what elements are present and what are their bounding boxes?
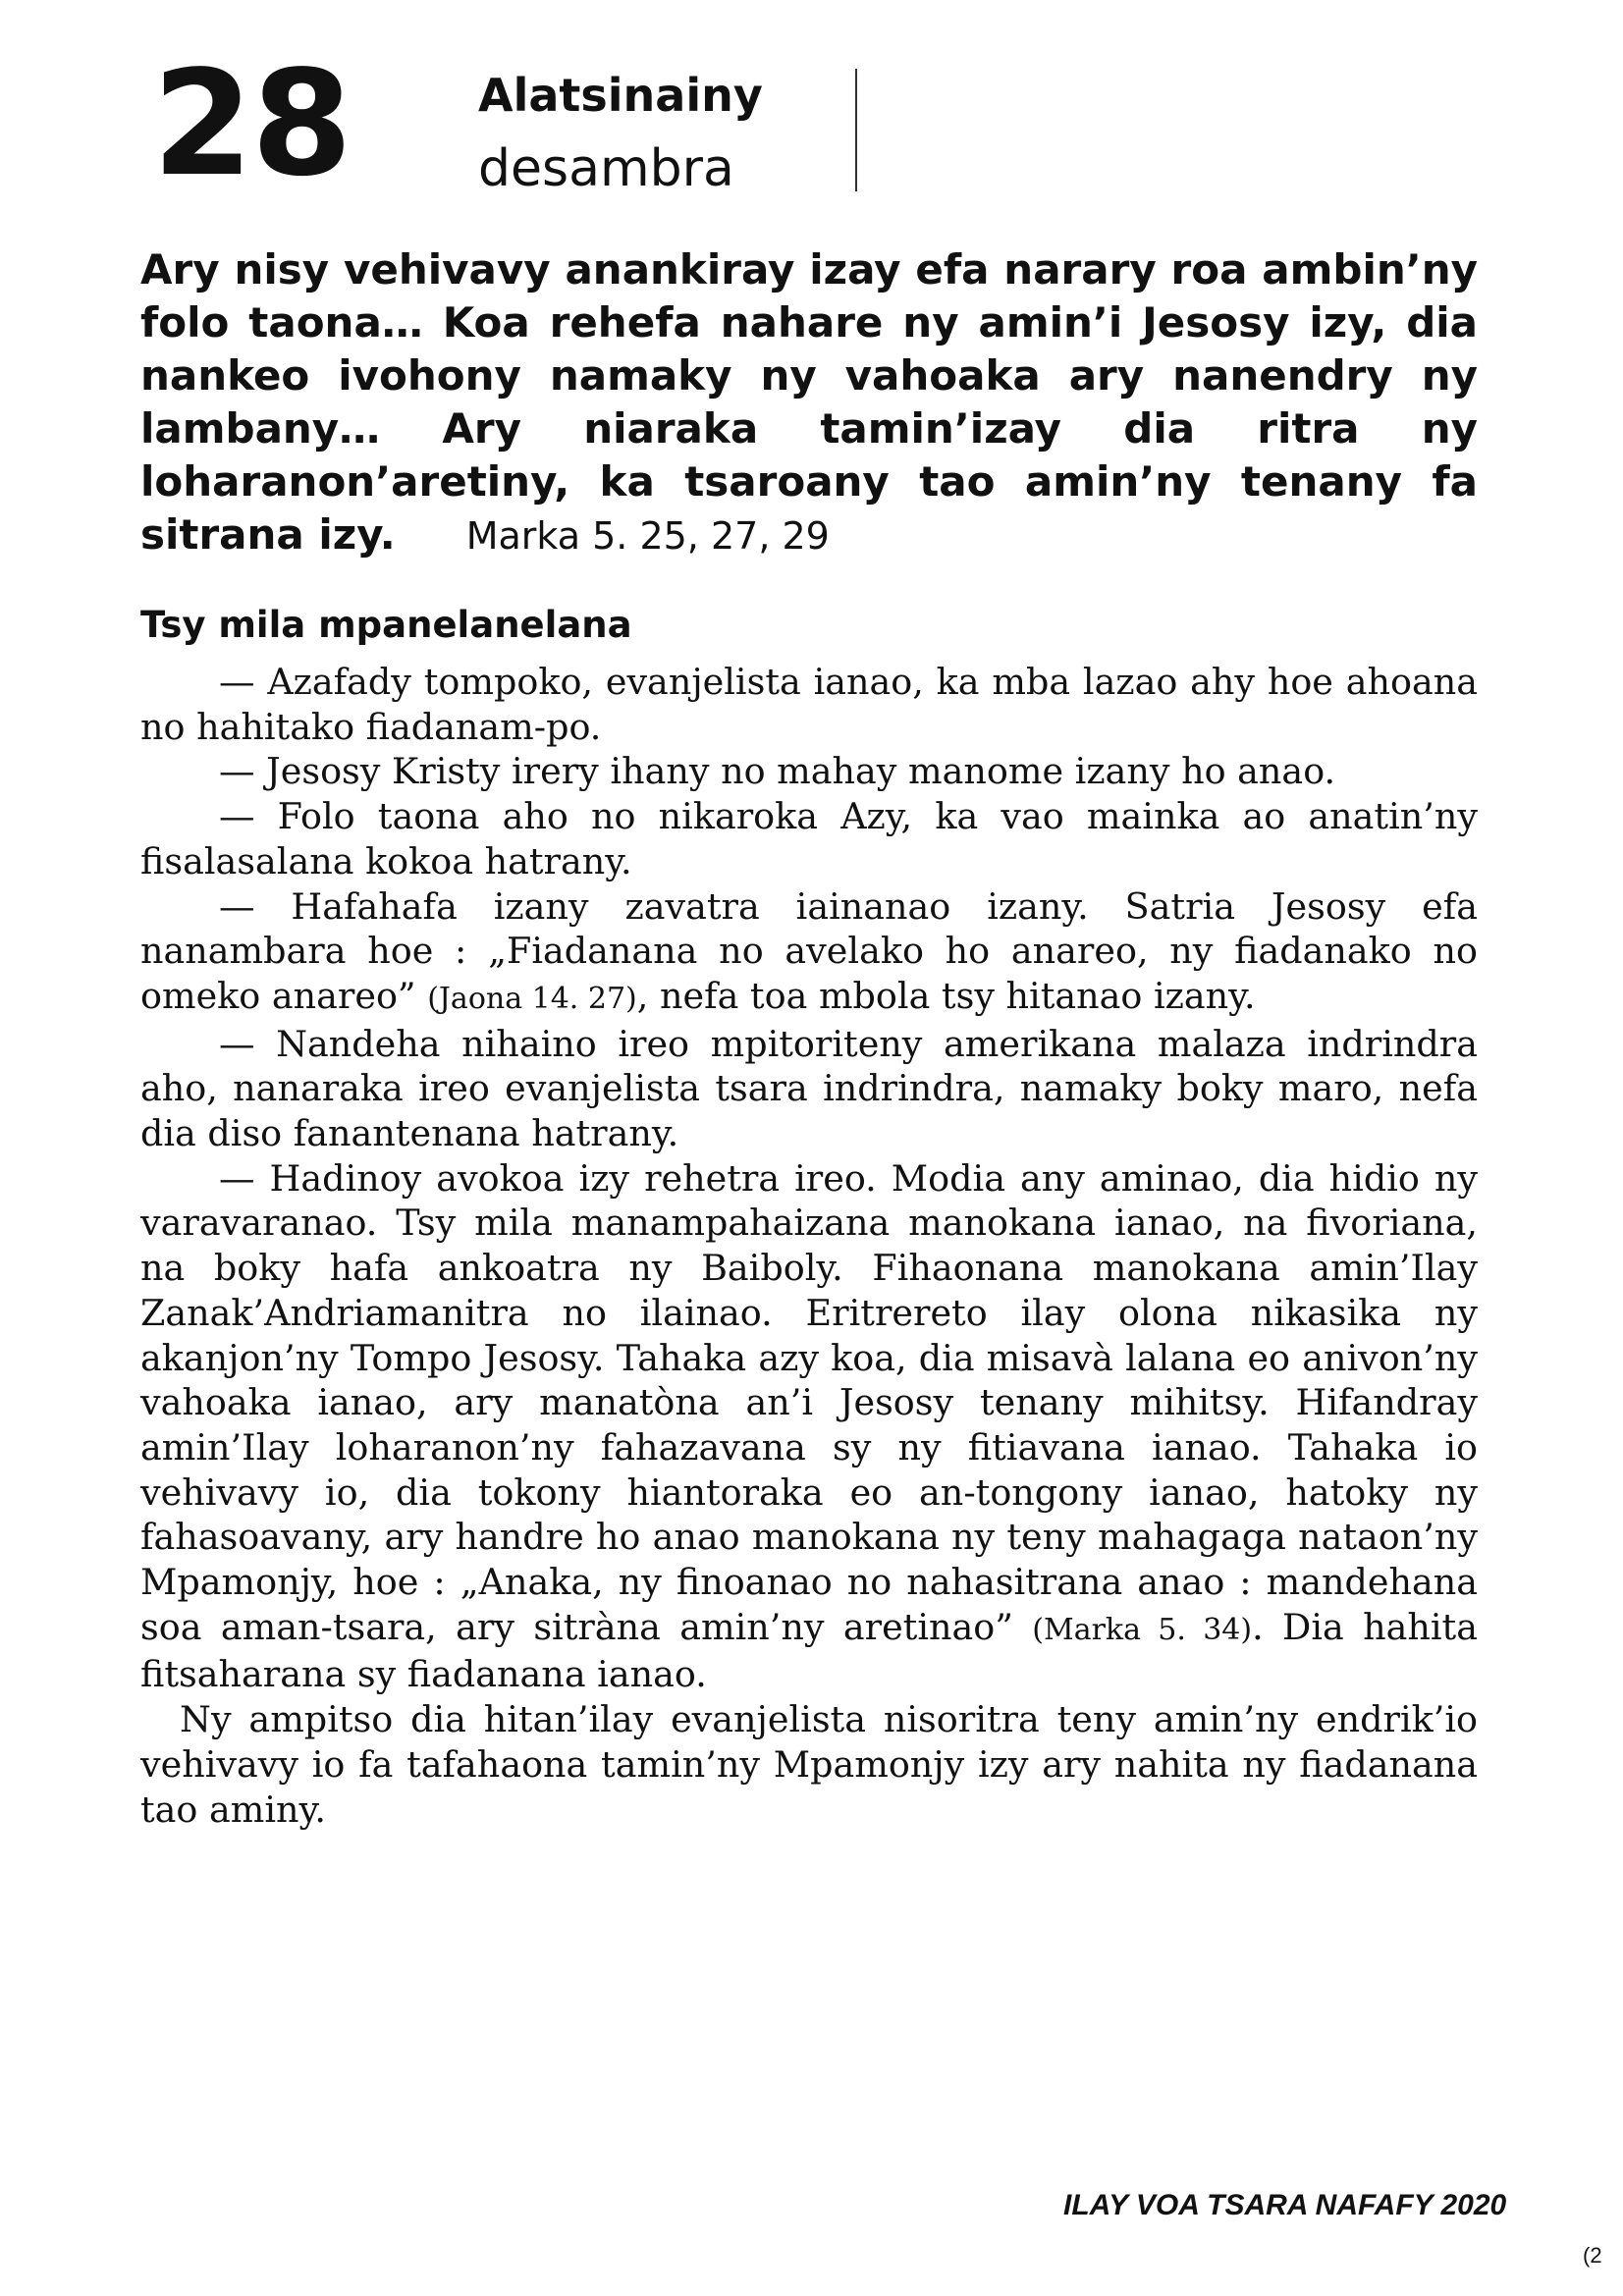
dialogue-dash: — — [219, 795, 255, 838]
paragraph-text: Hadinoy avokoa izy rehetra ireo. Modia any aminao, dia hidio ny varavaranao. Tsy mila manampahaizana manokana ianao, na fivoriana, na boky hafa ankoatra ny Baiboly. Fihaonana manokana amin’Ilay Zanak’Andriamanitra no ilainao. Eritrereto ilay olona nikasika ny akanjon’ny Tompo Jesosy. Tahaka azy koa, dia misavà lalana eo anivon’ny vahoaka ianao, ary manatòna an’i Jesosy tenany mihitsy. Hifandray amin’Ilay loharanon’ny fahazavana sy ny fitiavana ianao. Tahaka io vehivavy io, dia tokony hiantoraka eo an-tongony ianao, hatoky ny fahasoavany, ary handre ho anao manokana ny teny mahagaga nataon’ny Mpamonjy, hoe : „Anaka, ny finoanao no nahasitrana anao : mandehana soa aman-tsara, ary sitràna amin’ny aretinao” — [140, 1156, 1478, 1648]
verse-text: Ary nisy vehivavy anankiray izay efa narary roa ambin’ny folo taona… Koa rehefa nahare ny amin’i Jesosy izy, dia nankeo ivohony namaky ny vahoaka ary nanendry ny lambany… Ary niaraka tamin’izay dia ritra ny loharanon’aretiny, ka tsaroany tao amin’ny tenany fa sitrana izy. — [140, 245, 1478, 559]
dialogue-dash: — — [219, 1156, 255, 1200]
paragraph — [140, 660, 1478, 749]
dialogue-dash: — — [219, 750, 255, 793]
paragraph — [140, 884, 1478, 1022]
paragraph-text: . Dia hahita fitsaharana sy fiadanana ianao. — [140, 1605, 1478, 1696]
paragraph — [140, 1156, 1478, 1697]
date-divider — [855, 69, 857, 191]
paragraph-text: Jesosy Kristy irery ihany no mahay manome izany ho anao. — [254, 750, 1336, 793]
paragraph — [140, 1697, 1478, 1832]
paragraph-text: Hafahafa izany zavatra iainanao izany. Satria Jesosy efa nanambara hoe : „Fiadanana no avelako ho anareo, ny fiadanako no omeko anareo” — [140, 884, 1478, 1017]
paragraph — [140, 749, 1478, 794]
dialogue-dash: — — [219, 884, 255, 928]
paragraph-text: Azafady tompoko, evanjelista ianao, ka mba lazao ahy hoe ahoana no hahitako fiadanam-po. — [140, 661, 1478, 748]
dialogue-dash: — — [219, 661, 255, 703]
paragraph-text: Nandeha nihaino ireo mpitoriteny amerikana malaza indrindra aho, nanaraka ireo evanjelista tsara indrindra, namaky boky maro, nefa dia diso fanantenana hatrany. — [140, 1022, 1478, 1155]
section-heading: Tsy mila mpanelanelana — [140, 604, 632, 646]
body-text — [140, 660, 1478, 1832]
weekday-label: Alatsinainy — [478, 69, 763, 122]
paragraph-text: Folo taona aho no nikaroka Azy, ka vao mainka ao anatin’ny fisalasalana kokoa hatrany. — [140, 795, 1478, 882]
dialogue-dash: — — [219, 1022, 255, 1065]
day-number: 28 — [152, 39, 351, 208]
paragraph-text: , nefa toa mbola tsy hitanao izany. — [636, 974, 1256, 1017]
month-label: desambra — [478, 139, 734, 198]
scripture-reference: (Jaona 14. 27) — [427, 981, 637, 1016]
paragraph — [140, 1022, 1478, 1156]
paragraph-text: Ny ampitso dia hitan’ilay evanjelista nisoritra teny amin’ny endrik’io vehivavy io fa tafahaona tamin’ny Mpamonjy izy ary nahita ny fiadanana tao aminy. — [140, 1698, 1478, 1831]
bible-verse — [140, 243, 1478, 562]
scripture-reference: (Marka 5. 34) — [1032, 1612, 1253, 1647]
verse-reference: Marka 5. 25, 27, 29 — [465, 514, 830, 558]
publication-footer: ILAY VOA TSARA NAFAFY 2020 — [1063, 2189, 1507, 2221]
page-mark: (2 — [1583, 2243, 1602, 2268]
paragraph — [140, 794, 1478, 883]
